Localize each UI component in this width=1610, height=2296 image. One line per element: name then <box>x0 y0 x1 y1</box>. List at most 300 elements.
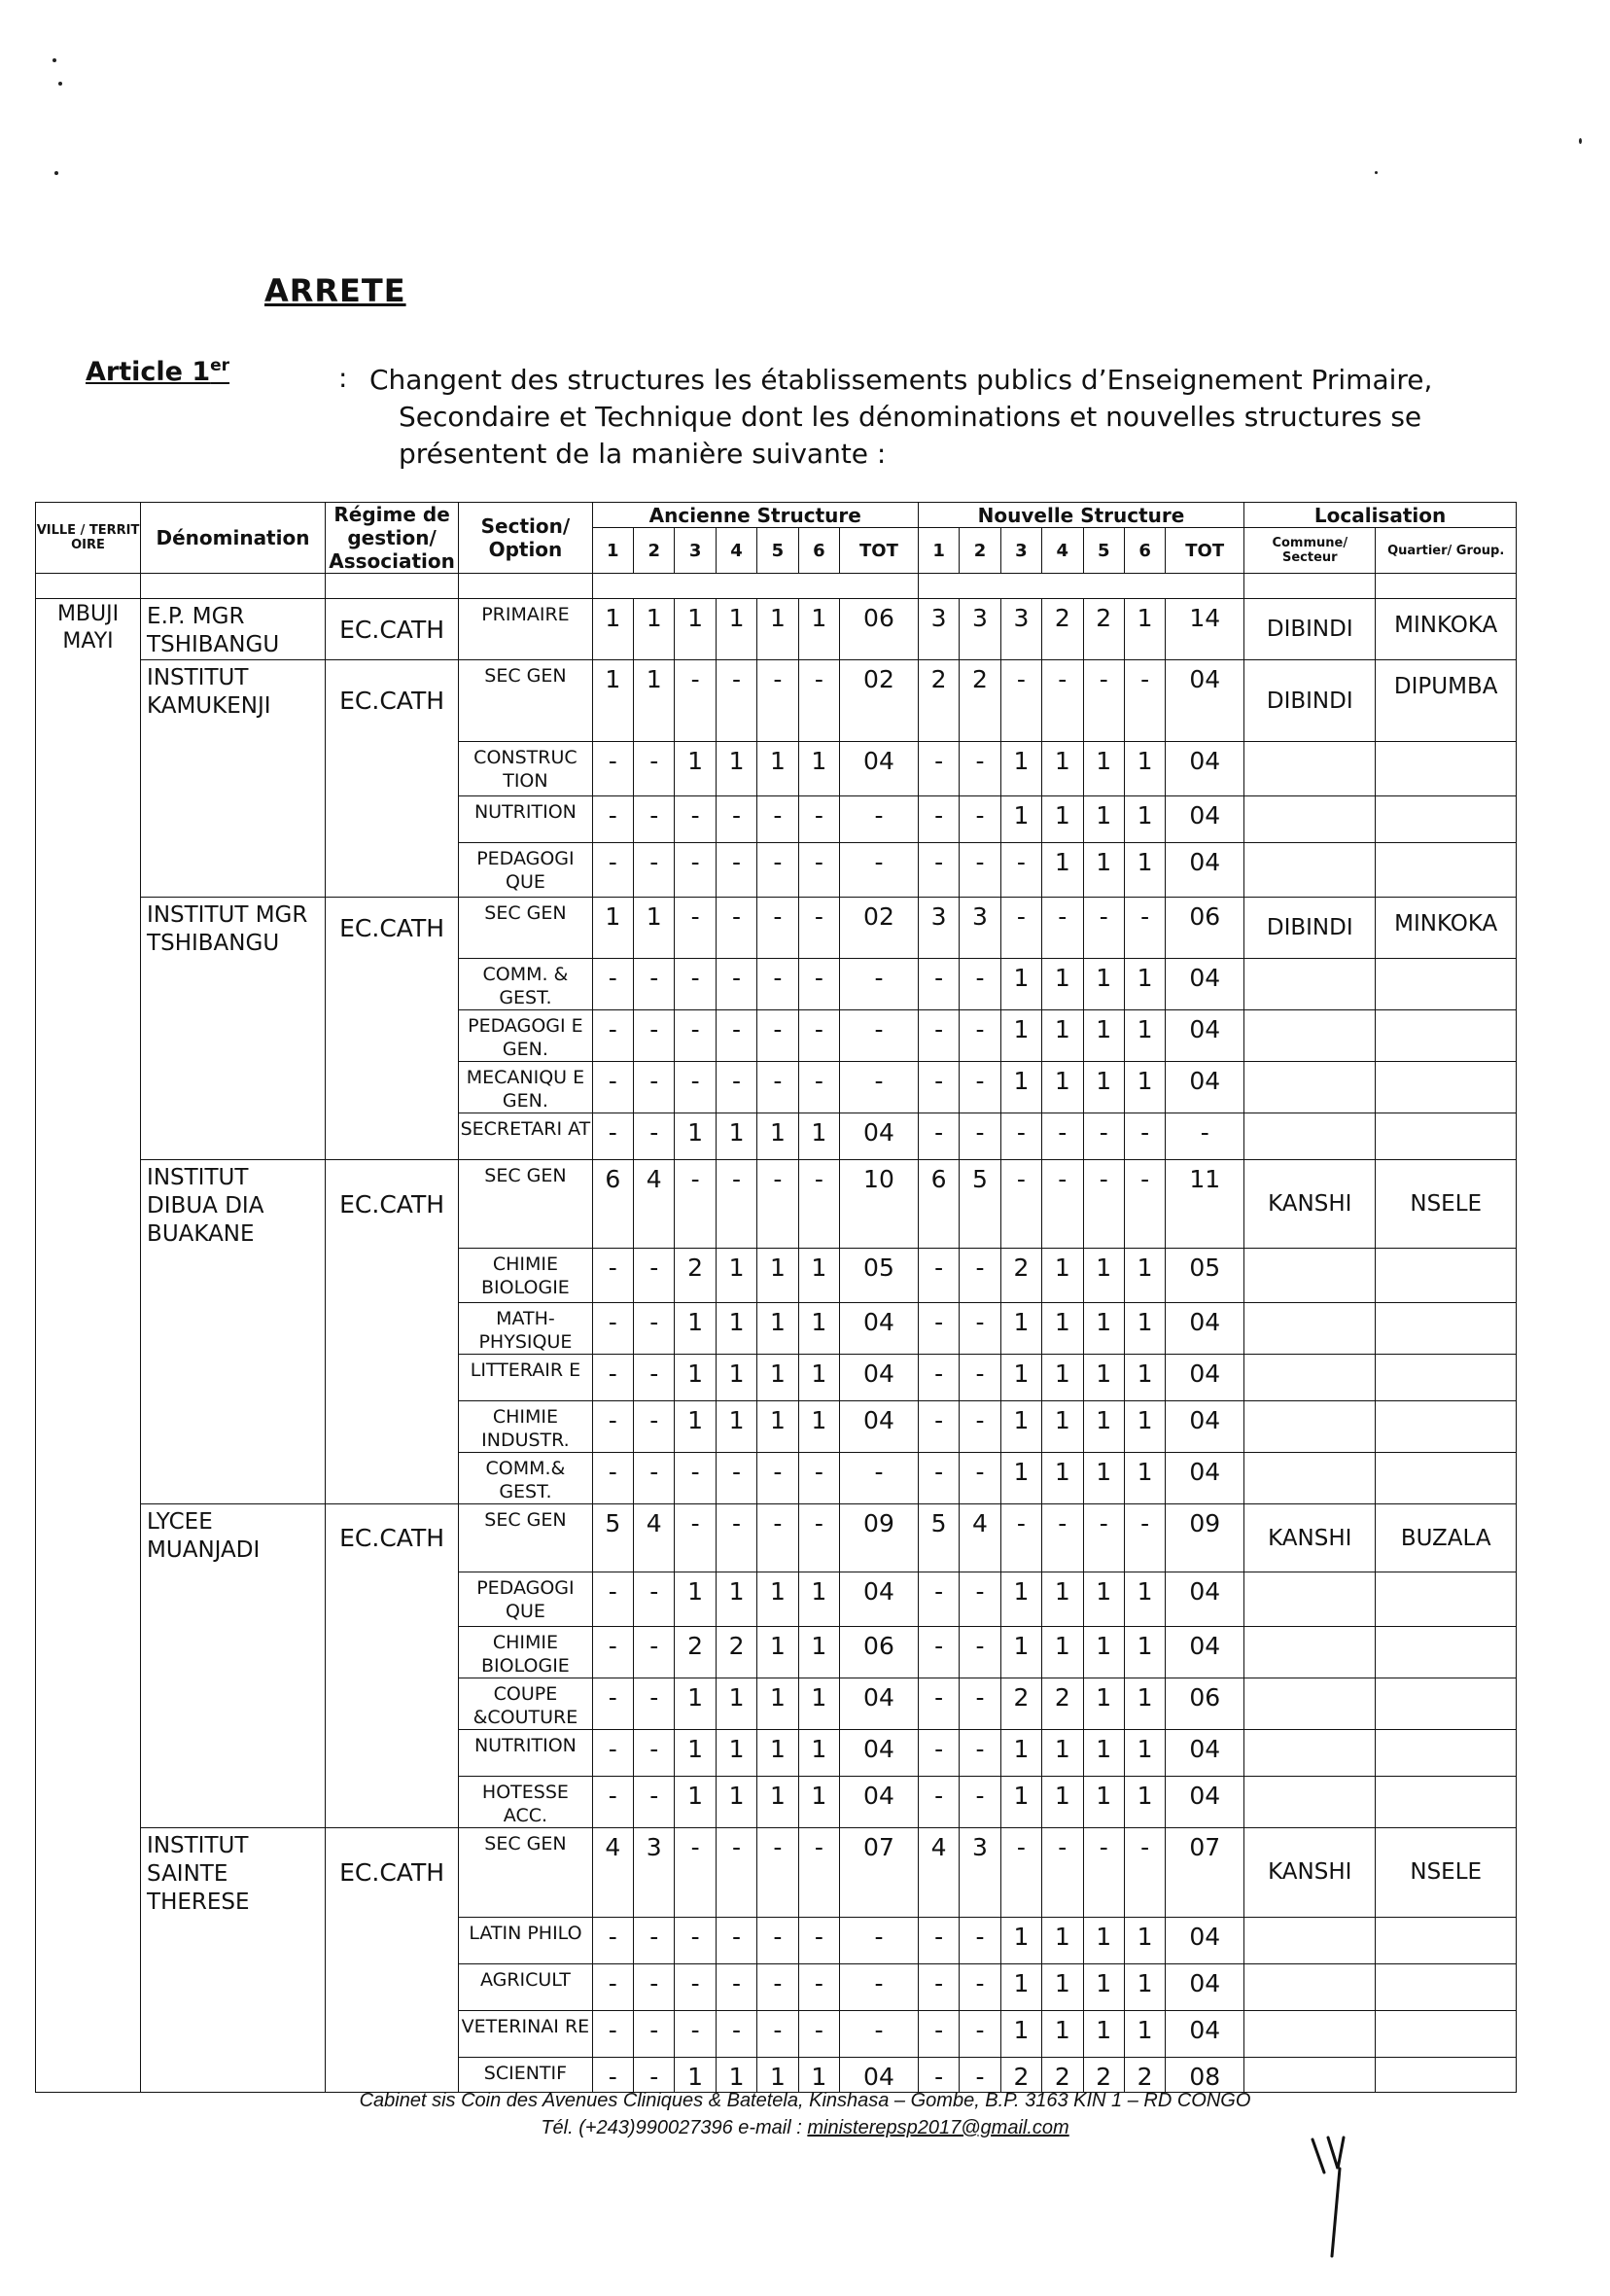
ancienne-value-cell: - <box>634 742 675 796</box>
ancienne-value-cell: 1 <box>675 1401 716 1453</box>
nouvelle-value-cell: 1 <box>1000 1401 1041 1453</box>
ancienne-value-cell: 1 <box>634 898 675 959</box>
commune-cell <box>1244 1730 1376 1777</box>
nouvelle-value-cell: - <box>1083 1159 1124 1249</box>
nouvelle-value-cell: 04 <box>1166 1777 1244 1828</box>
table-row <box>36 843 1517 898</box>
nouvelle-value-cell: 1 <box>1124 599 1165 660</box>
quartier-cell <box>1376 2010 1517 2057</box>
nouvelle-level-header: 1 <box>918 528 959 574</box>
ancienne-value-cell: - <box>592 843 633 898</box>
ancienne-value-cell: 1 <box>757 1113 798 1159</box>
denomination-cell <box>141 1355 326 1401</box>
nouvelle-value-cell: 04 <box>1166 1453 1244 1504</box>
ancienne-value-cell: - <box>840 1061 919 1113</box>
section-cell: NUTRITION <box>459 1730 592 1777</box>
table-row <box>36 1917 1517 1963</box>
ancienne-value-cell: - <box>675 1828 716 1918</box>
quartier-cell: NSELE <box>1376 1828 1517 1918</box>
ancienne-value-cell: 1 <box>798 2057 839 2092</box>
nouvelle-value-cell: - <box>1124 660 1165 742</box>
commune-cell <box>1244 958 1376 1009</box>
section-cell: VETERINAI RE <box>459 2010 592 2057</box>
ancienne-value-cell: 4 <box>592 1828 633 1918</box>
ancienne-value-cell: - <box>757 1061 798 1113</box>
nouvelle-value-cell: - <box>1042 1159 1083 1249</box>
quartier-cell <box>1376 1963 1517 2010</box>
nouvelle-value-cell: 1 <box>1042 1917 1083 1963</box>
nouvelle-value-cell: 04 <box>1166 660 1244 742</box>
scan-speck <box>1579 138 1582 144</box>
ancienne-value-cell: 1 <box>592 660 633 742</box>
section-cell: AGRICULT <box>459 1963 592 2010</box>
quartier-cell <box>1376 1303 1517 1355</box>
nouvelle-value-cell: 2 <box>1083 599 1124 660</box>
section-cell: PEDAGOGI E GEN. <box>459 1009 592 1061</box>
article-label: Article 1er <box>86 356 230 387</box>
footer <box>0 2087 1610 2141</box>
table-row <box>36 599 1517 660</box>
nouvelle-value-cell: 1 <box>1124 1917 1165 1963</box>
ancienne-value-cell: 1 <box>757 1249 798 1303</box>
ancienne-value-cell: 1 <box>634 660 675 742</box>
ancienne-value-cell: 1 <box>757 1678 798 1730</box>
header-quartier: Quartier/ Group. <box>1376 528 1517 574</box>
table-row <box>36 1828 1517 1918</box>
ancienne-value-cell: - <box>592 1963 633 2010</box>
nouvelle-value-cell: - <box>918 1249 959 1303</box>
nouvelle-value-cell: 04 <box>1166 1303 1244 1355</box>
table-row <box>36 1678 1517 1730</box>
page-title: ARRETE <box>264 272 406 309</box>
header-localisation: Localisation <box>1244 503 1517 528</box>
nouvelle-value-cell: 1 <box>1124 1627 1165 1678</box>
spacer-cell <box>325 574 458 599</box>
ancienne-value-cell: - <box>840 1453 919 1504</box>
nouvelle-value-cell: - <box>918 1730 959 1777</box>
ancienne-value-cell: - <box>675 1453 716 1504</box>
ancienne-value-cell: 1 <box>716 1572 756 1627</box>
nouvelle-value-cell: 3 <box>960 599 1000 660</box>
nouvelle-value-cell: 4 <box>960 1504 1000 1572</box>
ancienne-value-cell: - <box>798 843 839 898</box>
ancienne-value-cell: - <box>840 796 919 843</box>
ancienne-value-cell: 2 <box>675 1627 716 1678</box>
ancienne-value-cell: - <box>634 796 675 843</box>
regime-cell <box>325 1401 458 1453</box>
section-cell: HOTESSE ACC. <box>459 1777 592 1828</box>
nouvelle-value-cell: 1 <box>1042 1249 1083 1303</box>
ancienne-value-cell: 1 <box>798 599 839 660</box>
nouvelle-value-cell: 1 <box>1000 958 1041 1009</box>
quartier-cell <box>1376 1678 1517 1730</box>
ancienne-value-cell: 1 <box>798 1249 839 1303</box>
section-cell: CHIMIE BIOLOGIE <box>459 1627 592 1678</box>
regime-cell <box>325 796 458 843</box>
ancienne-value-cell: 1 <box>675 1678 716 1730</box>
nouvelle-value-cell: 1 <box>1000 1453 1041 1504</box>
ancienne-value-cell: - <box>634 1917 675 1963</box>
ancienne-value-cell: 04 <box>840 1777 919 1828</box>
nouvelle-value-cell: - <box>960 843 1000 898</box>
ancienne-value-cell: - <box>634 1777 675 1828</box>
ancienne-value-cell: - <box>757 1159 798 1249</box>
ancienne-value-cell: 06 <box>840 599 919 660</box>
commune-cell: KANSHI <box>1244 1504 1376 1572</box>
ancienne-value-cell: - <box>798 958 839 1009</box>
nouvelle-value-cell: 2 <box>1124 2057 1165 2092</box>
section-cell: SEC GEN <box>459 1828 592 1918</box>
section-cell: CHIMIE INDUSTR. <box>459 1401 592 1453</box>
table-row <box>36 1009 1517 1061</box>
ancienne-value-cell: - <box>634 1963 675 2010</box>
nouvelle-value-cell: 1 <box>1083 1009 1124 1061</box>
nouvelle-value-cell: - <box>1000 1159 1041 1249</box>
nouvelle-value-cell: 1 <box>1124 742 1165 796</box>
commune-cell <box>1244 1678 1376 1730</box>
spacer-cell <box>592 574 918 599</box>
ancienne-value-cell: 1 <box>798 1355 839 1401</box>
ancienne-value-cell: - <box>634 1401 675 1453</box>
ancienne-value-cell: 1 <box>716 1678 756 1730</box>
ancienne-value-cell: - <box>592 1303 633 1355</box>
denomination-cell <box>141 1917 326 1963</box>
nouvelle-value-cell: 1 <box>1083 796 1124 843</box>
commune-cell <box>1244 1113 1376 1159</box>
spacer-cell <box>1244 574 1376 599</box>
ancienne-value-cell: 09 <box>840 1504 919 1572</box>
nouvelle-value-cell: 1 <box>1042 1730 1083 1777</box>
regime-cell <box>325 1113 458 1159</box>
commune-cell: KANSHI <box>1244 1828 1376 1918</box>
regime-cell <box>325 1730 458 1777</box>
commune-cell: DIBINDI <box>1244 660 1376 742</box>
regime-cell: EC.CATH <box>325 898 458 959</box>
nouvelle-value-cell: 2 <box>1042 599 1083 660</box>
regime-cell <box>325 843 458 898</box>
table-row <box>36 796 1517 843</box>
nouvelle-value-cell: - <box>918 1777 959 1828</box>
ancienne-value-cell: - <box>592 1401 633 1453</box>
ancienne-value-cell: 1 <box>798 1401 839 1453</box>
ancienne-value-cell: 04 <box>840 2057 919 2092</box>
ancienne-value-cell: 1 <box>757 1627 798 1678</box>
ancienne-value-cell: - <box>757 1504 798 1572</box>
ancienne-value-cell: 6 <box>592 1159 633 1249</box>
ancienne-value-cell: - <box>634 2057 675 2092</box>
denomination-cell <box>141 1303 326 1355</box>
nouvelle-value-cell: 04 <box>1166 742 1244 796</box>
nouvelle-value-cell: 1 <box>1000 742 1041 796</box>
nouvelle-value-cell: - <box>1083 1504 1124 1572</box>
denomination-cell: INSTITUT MGR TSHIBANGU <box>141 898 326 959</box>
ancienne-value-cell: 02 <box>840 898 919 959</box>
ancienne-value-cell: 04 <box>840 742 919 796</box>
denomination-cell <box>141 1572 326 1627</box>
denomination-cell <box>141 1453 326 1504</box>
ancienne-value-cell: - <box>840 1009 919 1061</box>
denomination-cell: INSTITUT SAINTE THERESE <box>141 1828 326 1918</box>
nouvelle-value-cell: 1 <box>1042 1401 1083 1453</box>
header-section: Section/ Option <box>459 503 592 574</box>
table-row <box>36 1572 1517 1627</box>
nouvelle-value-cell: 5 <box>960 1159 1000 1249</box>
nouvelle-value-cell: 1 <box>1124 1453 1165 1504</box>
commune-cell <box>1244 742 1376 796</box>
commune-cell: KANSHI <box>1244 1159 1376 1249</box>
nouvelle-value-cell: 2 <box>1000 2057 1041 2092</box>
table-row <box>36 1113 1517 1159</box>
nouvelle-value-cell: - <box>960 1061 1000 1113</box>
ville-cell: MBUJI MAYI <box>36 599 141 2093</box>
ancienne-value-cell: - <box>592 742 633 796</box>
nouvelle-value-cell: - <box>960 742 1000 796</box>
nouvelle-level-header: 3 <box>1000 528 1041 574</box>
nouvelle-value-cell: 1 <box>1083 1572 1124 1627</box>
nouvelle-value-cell: - <box>918 1355 959 1401</box>
ancienne-value-cell: - <box>634 1061 675 1113</box>
spacer-row <box>36 574 1517 599</box>
ancienne-value-cell: 1 <box>757 1303 798 1355</box>
ancienne-value-cell: - <box>592 2010 633 2057</box>
scan-speck <box>1375 171 1378 174</box>
nouvelle-value-cell: - <box>1124 1159 1165 1249</box>
nouvelle-value-cell: 5 <box>918 1504 959 1572</box>
footer-email[interactable]: ministerepsp2017@gmail.com <box>807 2117 1069 2138</box>
nouvelle-value-cell: 1 <box>1083 1917 1124 1963</box>
ancienne-value-cell: 1 <box>716 742 756 796</box>
nouvelle-value-cell: 1 <box>1042 1627 1083 1678</box>
ancienne-level-header: 1 <box>592 528 633 574</box>
ancienne-value-cell: 04 <box>840 1113 919 1159</box>
nouvelle-value-cell: 04 <box>1166 843 1244 898</box>
nouvelle-value-cell: - <box>918 1963 959 2010</box>
quartier-cell: DIPUMBA <box>1376 660 1517 742</box>
nouvelle-value-cell: - <box>918 1061 959 1113</box>
ancienne-value-cell: 2 <box>716 1627 756 1678</box>
ancienne-value-cell: - <box>675 843 716 898</box>
ancienne-value-cell: - <box>757 1917 798 1963</box>
section-cell: COMM. & GEST. <box>459 958 592 1009</box>
ancienne-value-cell: - <box>634 1627 675 1678</box>
ancienne-value-cell: 1 <box>798 1113 839 1159</box>
nouvelle-value-cell: 6 <box>918 1159 959 1249</box>
ancienne-level-header: 2 <box>634 528 675 574</box>
nouvelle-value-cell: 3 <box>960 1828 1000 1918</box>
regime-cell <box>325 958 458 1009</box>
nouvelle-value-cell: - <box>1083 898 1124 959</box>
nouvelle-value-cell: - <box>918 1453 959 1504</box>
nouvelle-value-cell: 1 <box>1083 1303 1124 1355</box>
nouvelle-value-cell: 11 <box>1166 1159 1244 1249</box>
quartier-cell <box>1376 796 1517 843</box>
table-row <box>36 1355 1517 1401</box>
nouvelle-value-cell: - <box>960 1627 1000 1678</box>
commune-cell <box>1244 1963 1376 2010</box>
nouvelle-value-cell: 1 <box>1083 1627 1124 1678</box>
nouvelle-value-cell: 1 <box>1000 796 1041 843</box>
spacer-cell <box>459 574 592 599</box>
quartier-cell <box>1376 1627 1517 1678</box>
denomination-cell <box>141 1249 326 1303</box>
signature-mark <box>1303 2130 1361 2266</box>
ancienne-value-cell: - <box>757 2010 798 2057</box>
nouvelle-value-cell: 3 <box>918 898 959 959</box>
nouvelle-value-cell: 1 <box>1000 1303 1041 1355</box>
ancienne-value-cell: - <box>757 796 798 843</box>
commune-cell <box>1244 843 1376 898</box>
ancienne-value-cell: - <box>716 1828 756 1918</box>
nouvelle-value-cell: - <box>918 1303 959 1355</box>
quartier-cell <box>1376 1572 1517 1627</box>
nouvelle-value-cell: 1 <box>1042 1453 1083 1504</box>
nouvelle-value-cell: 14 <box>1166 599 1244 660</box>
ancienne-value-cell: 1 <box>716 1401 756 1453</box>
spacer-cell <box>141 574 326 599</box>
ancienne-value-cell: - <box>675 898 716 959</box>
denomination-cell: INSTITUT DIBUA DIA BUAKANE <box>141 1159 326 1249</box>
table-row <box>36 1777 1517 1828</box>
regime-cell <box>325 1572 458 1627</box>
commune-cell: DIBINDI <box>1244 599 1376 660</box>
regime-cell <box>325 1249 458 1303</box>
nouvelle-value-cell: - <box>1000 898 1041 959</box>
ancienne-value-cell: 1 <box>757 1401 798 1453</box>
ancienne-value-cell: 04 <box>840 1303 919 1355</box>
nouvelle-value-cell: 1 <box>1124 1009 1165 1061</box>
regime-cell <box>325 742 458 796</box>
section-cell: LITTERAIR E <box>459 1355 592 1401</box>
nouvelle-value-cell: 04 <box>1166 1917 1244 1963</box>
nouvelle-value-cell: 04 <box>1166 1355 1244 1401</box>
nouvelle-value-cell: 1 <box>1124 1572 1165 1627</box>
nouvelle-value-cell: 06 <box>1166 1678 1244 1730</box>
ancienne-value-cell: 02 <box>840 660 919 742</box>
nouvelle-value-cell: 1 <box>1042 1572 1083 1627</box>
commune-cell <box>1244 1249 1376 1303</box>
nouvelle-level-header: 6 <box>1124 528 1165 574</box>
nouvelle-value-cell: - <box>1042 1113 1083 1159</box>
nouvelle-level-header: TOT <box>1166 528 1244 574</box>
commune-cell <box>1244 1303 1376 1355</box>
ancienne-value-cell: - <box>634 1572 675 1627</box>
nouvelle-value-cell: - <box>960 1303 1000 1355</box>
section-cell: CHIMIE BIOLOGIE <box>459 1249 592 1303</box>
denomination-cell <box>141 1777 326 1828</box>
ancienne-value-cell: 2 <box>675 1249 716 1303</box>
section-cell: COMM.& GEST. <box>459 1453 592 1504</box>
ancienne-value-cell: 1 <box>675 1777 716 1828</box>
nouvelle-value-cell: 1 <box>1000 1917 1041 1963</box>
nouvelle-value-cell: - <box>1042 660 1083 742</box>
table-row <box>36 898 1517 959</box>
quartier-cell <box>1376 1453 1517 1504</box>
nouvelle-value-cell: 1 <box>1124 1777 1165 1828</box>
nouvelle-value-cell: 1 <box>1124 1249 1165 1303</box>
nouvelle-value-cell: - <box>960 1572 1000 1627</box>
ancienne-value-cell: - <box>634 843 675 898</box>
ancienne-value-cell: - <box>675 1061 716 1113</box>
regime-cell: EC.CATH <box>325 599 458 660</box>
nouvelle-value-cell: - <box>960 1249 1000 1303</box>
nouvelle-value-cell: 07 <box>1166 1828 1244 1918</box>
ancienne-value-cell: 1 <box>675 1303 716 1355</box>
commune-cell <box>1244 1009 1376 1061</box>
commune-cell <box>1244 1572 1376 1627</box>
nouvelle-level-header: 4 <box>1042 528 1083 574</box>
nouvelle-value-cell: - <box>960 1113 1000 1159</box>
nouvelle-value-cell: - <box>918 1678 959 1730</box>
ancienne-value-cell: - <box>757 1828 798 1918</box>
denomination-cell <box>141 796 326 843</box>
nouvelle-value-cell: 1 <box>1042 2010 1083 2057</box>
ancienne-value-cell: - <box>716 1504 756 1572</box>
nouvelle-value-cell: 1 <box>1124 1730 1165 1777</box>
ancienne-value-cell: 3 <box>634 1828 675 1918</box>
nouvelle-value-cell: - <box>918 796 959 843</box>
ancienne-value-cell: 1 <box>716 1355 756 1401</box>
ancienne-value-cell: 1 <box>675 1355 716 1401</box>
ancienne-value-cell: 1 <box>716 1249 756 1303</box>
ancienne-value-cell: 1 <box>757 1355 798 1401</box>
article-line: Changent des structures les établissements publics d’Enseignement Primaire, <box>369 364 1433 396</box>
regime-cell <box>325 1061 458 1113</box>
ancienne-level-header: 6 <box>798 528 839 574</box>
section-cell: LATIN PHILO <box>459 1917 592 1963</box>
ancienne-value-cell: - <box>757 1453 798 1504</box>
nouvelle-value-cell: 04 <box>1166 1627 1244 1678</box>
quartier-cell <box>1376 1009 1517 1061</box>
nouvelle-value-cell: 2 <box>1000 1249 1041 1303</box>
commune-cell <box>1244 1401 1376 1453</box>
commune-cell: DIBINDI <box>1244 898 1376 959</box>
section-cell: PEDAGOGI QUE <box>459 843 592 898</box>
nouvelle-value-cell: 1 <box>1000 1963 1041 2010</box>
nouvelle-value-cell: 1 <box>1000 1572 1041 1627</box>
nouvelle-value-cell: 2 <box>1042 2057 1083 2092</box>
nouvelle-value-cell: - <box>1124 898 1165 959</box>
footer-contact: Tél. (+243)990027396 e-mail : ministerepsp2017@gmail.com <box>541 2117 1069 2138</box>
nouvelle-value-cell: - <box>918 1009 959 1061</box>
ancienne-value-cell: - <box>675 1504 716 1572</box>
ancienne-value-cell: - <box>592 1572 633 1627</box>
nouvelle-value-cell: 1 <box>1124 1355 1165 1401</box>
nouvelle-value-cell: 06 <box>1166 898 1244 959</box>
ancienne-value-cell: - <box>757 1009 798 1061</box>
nouvelle-value-cell: 1 <box>1124 1061 1165 1113</box>
nouvelle-value-cell: - <box>918 1627 959 1678</box>
denomination-cell <box>141 843 326 898</box>
section-cell: COUPE &COUTURE <box>459 1678 592 1730</box>
ancienne-value-cell: - <box>716 1009 756 1061</box>
ancienne-value-cell: 1 <box>757 599 798 660</box>
regime-cell <box>325 2010 458 2057</box>
denomination-cell <box>141 1678 326 1730</box>
regime-cell: EC.CATH <box>325 1504 458 1572</box>
ancienne-value-cell: - <box>592 1355 633 1401</box>
ancienne-value-cell: 5 <box>592 1504 633 1572</box>
ancienne-value-cell: - <box>592 1061 633 1113</box>
nouvelle-level-header: 2 <box>960 528 1000 574</box>
nouvelle-value-cell: 1 <box>1124 1303 1165 1355</box>
ancienne-value-cell: 1 <box>716 1113 756 1159</box>
article-text <box>369 362 1488 473</box>
ancienne-value-cell: - <box>798 660 839 742</box>
nouvelle-value-cell: - <box>918 1917 959 1963</box>
ancienne-value-cell: - <box>757 898 798 959</box>
ancienne-value-cell: - <box>592 796 633 843</box>
nouvelle-value-cell: - <box>1042 1828 1083 1918</box>
